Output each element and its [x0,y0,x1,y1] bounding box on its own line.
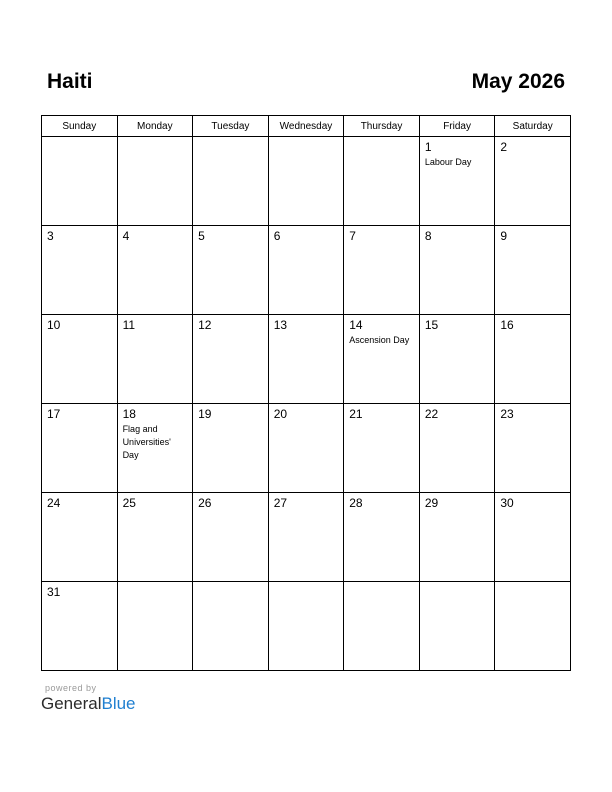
day-cell [42,493,118,582]
holiday-label [495,243,570,245]
day-cell [117,493,193,582]
day-number: 26 [198,496,212,510]
holiday-label [193,421,268,423]
holiday-label [193,510,268,512]
day-cell [344,315,420,404]
day-number: 1 [424,140,432,154]
country-title: Haiti [47,70,93,93]
day-cell [42,404,118,493]
weekday-sunday: Sunday [42,116,118,137]
day-number: 2 [500,140,508,154]
day-cell [344,404,420,493]
day-cell [419,137,495,226]
holiday-label [193,585,268,587]
day-cell [419,404,495,493]
day-number: 23 [500,407,514,421]
day-cell [193,582,269,671]
day-cell [117,582,193,671]
day-number: 9 [500,229,508,243]
day-number: 8 [424,229,432,243]
holiday-label [42,332,117,334]
day-cell [419,315,495,404]
day-number: 20 [273,407,288,421]
holiday-label [495,585,570,587]
day-cell [495,315,571,404]
holiday-label [344,140,419,142]
holiday-label [344,585,419,587]
week-row [42,137,571,226]
holiday-label [42,243,117,245]
day-number: 5 [198,229,205,243]
day-number: 16 [500,318,514,332]
day-number: 17 [47,407,61,421]
day-cell [495,582,571,671]
holiday-label [344,243,419,245]
holiday-label [269,510,344,512]
day-cell [344,137,420,226]
holiday-label [118,243,193,245]
day-cell [495,493,571,582]
weekday-thursday: Thursday [344,116,420,137]
day-cell [193,137,269,226]
day-number: 25 [122,496,136,510]
brand-general-text: General [41,694,102,713]
day-cell [344,493,420,582]
day-number: 24 [47,496,61,510]
holiday-label [495,332,570,334]
day-number: 27 [273,496,288,510]
day-cell [117,226,193,315]
day-cell [419,493,495,582]
holiday-label [344,510,419,512]
holiday-label [269,332,344,334]
day-cell [268,493,344,582]
calendar-grid [41,115,571,671]
weekday-wednesday: Wednesday [268,116,344,137]
weekday-header-row [42,116,571,137]
day-cell [344,226,420,315]
holiday-label [42,140,117,142]
week-row [42,226,571,315]
holiday-label [420,243,495,245]
day-number: 30 [500,496,514,510]
day-cell [344,582,420,671]
day-number: 29 [424,496,439,510]
powered-by-label: powered by [45,683,97,693]
day-cell [193,404,269,493]
brand-blue-text: Blue [101,694,136,713]
holiday-label [42,421,117,423]
day-cell [193,315,269,404]
holiday-label [269,585,344,587]
holiday-label [118,585,193,587]
day-number: 7 [349,229,356,243]
day-cell [268,137,344,226]
day-number: 13 [273,318,288,332]
day-cell [42,582,118,671]
weekday-saturday: Saturday [495,116,571,137]
holiday-label [193,140,268,142]
holiday-label [118,510,193,512]
day-number: 18 [122,407,136,421]
holiday-label [269,140,344,142]
day-number: 22 [424,407,439,421]
weekday-monday: Monday [117,116,193,137]
day-cell [268,226,344,315]
holiday-label [344,421,419,423]
holiday-label [193,332,268,334]
generalblue-logo[interactable] [41,694,136,714]
day-cell [42,137,118,226]
holiday-label: Flag and Universities' Day [122,424,171,460]
day-cell [193,493,269,582]
holiday-label: Ascension Day [349,335,410,345]
day-cell [268,404,344,493]
holiday-label [269,421,344,423]
holiday-label [42,510,117,512]
day-cell [495,226,571,315]
day-cell [42,315,118,404]
weekday-tuesday: Tuesday [193,116,269,137]
week-row [42,315,571,404]
day-number: 12 [198,318,212,332]
holiday-label [118,332,193,334]
holiday-label [42,599,117,601]
day-number: 10 [47,318,61,332]
week-row [42,493,571,582]
day-cell [117,315,193,404]
day-cell [495,137,571,226]
holiday-label [269,243,344,245]
day-number: 11 [122,318,136,332]
holiday-label [118,140,193,142]
day-number: 14 [349,318,363,332]
holiday-label [420,421,495,423]
day-cell [42,226,118,315]
day-cell [268,582,344,671]
holiday-label [420,510,495,512]
holiday-label [193,243,268,245]
day-number: 19 [198,407,212,421]
month-year-title: May 2026 [471,70,565,93]
day-number: 15 [424,318,439,332]
day-cell [419,582,495,671]
week-row [42,582,571,671]
day-number: 31 [47,585,61,599]
holiday-label: Labour Day [424,157,472,167]
day-cell [117,404,193,493]
day-cell [117,137,193,226]
day-number: 4 [122,229,130,243]
day-number: 6 [273,229,281,243]
holiday-label [495,154,570,156]
holiday-label [495,510,570,512]
week-row [42,404,571,493]
day-number: 21 [349,407,363,421]
day-cell [268,315,344,404]
holiday-label [420,585,495,587]
weekday-friday: Friday [419,116,495,137]
day-cell [193,226,269,315]
day-number: 28 [349,496,363,510]
day-cell [495,404,571,493]
day-number: 3 [47,229,54,243]
holiday-label [495,421,570,423]
day-cell [419,226,495,315]
holiday-label [420,332,495,334]
